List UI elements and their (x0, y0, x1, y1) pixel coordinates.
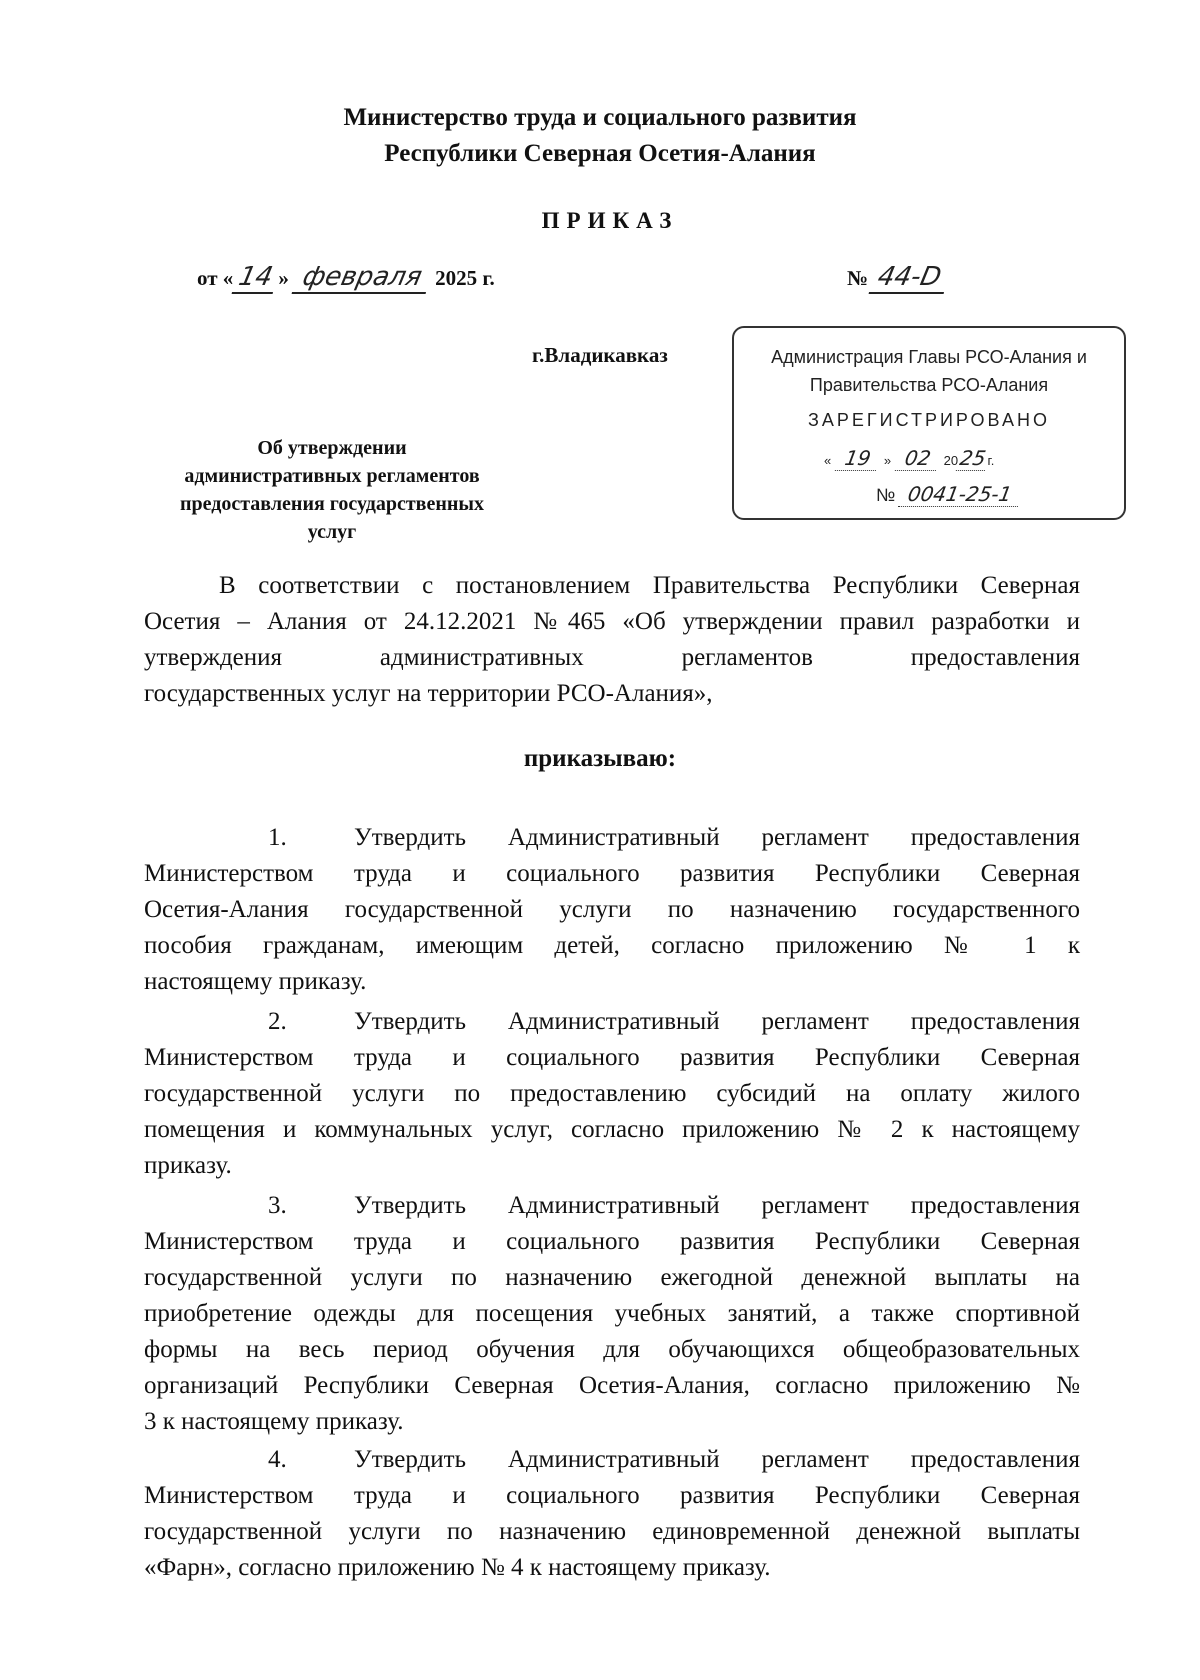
stamp-no-prefix: № (876, 485, 896, 505)
order-item-4 (144, 1442, 1080, 1586)
ministry-header (0, 100, 1200, 172)
date-sep: » (278, 266, 289, 290)
subject-line-2: административных регламентов (184, 465, 480, 487)
document-type-title: ПРИКАЗ (541, 208, 679, 233)
order-date (197, 262, 495, 294)
stamp-day: 19 (835, 446, 881, 471)
date-month-handwritten: февраля (291, 262, 432, 294)
item-number: 2. (268, 1008, 287, 1035)
item-text: Утвердить Административный регламент предоставления (354, 1192, 1080, 1219)
stamp-year-suffix: 25 (956, 446, 990, 471)
stamp-org-line-1: Администрация Главы РСО-Алания и (771, 347, 1087, 367)
date-prefix: от « (197, 266, 234, 290)
item-line (144, 1442, 1080, 1478)
item-line: 3 к настоящему приказу. (144, 1408, 404, 1435)
item-line (144, 1188, 1080, 1224)
order-item-3 (144, 1188, 1080, 1440)
preamble-line: утверждения административных регламентов предоставления (144, 644, 1080, 671)
item-line: помещения и коммунальных услуг, согласно приложению № 2 к настоящему (144, 1116, 1080, 1143)
number-handwritten: 44-D (869, 262, 950, 294)
stamp-month: 02 (894, 446, 940, 471)
stamp-number (876, 482, 1020, 507)
stamp-close-quote: » (883, 453, 892, 468)
item-line (144, 820, 1080, 856)
item-line: настоящему приказу. (144, 968, 367, 995)
item-line: Министерством труда и социального развития Республики Северная (144, 1044, 1080, 1071)
item-line: Министерством труда и социального развития Республики Северная (144, 860, 1080, 887)
preamble-line: Осетия – Алания от 24.12.2021 №465 «Об утверждении правил разработки и (144, 608, 1080, 635)
registration-stamp (732, 326, 1126, 520)
item-line: государственной услуги по назначению единовременной денежной выплаты (144, 1518, 1080, 1545)
subject-line-4: услуг (307, 521, 357, 543)
order-number (847, 262, 947, 294)
item-number: 4. (268, 1446, 287, 1473)
stamp-year-prefix: 20 (943, 453, 959, 468)
item-line: приобретение одежды для посещения учебных занятий, а также спортивной (144, 1300, 1080, 1327)
date-year: 2025 г. (435, 266, 495, 290)
city: г.Владикавказ (532, 343, 668, 367)
item-number: 1. (268, 824, 287, 851)
order-word: приказываю: (523, 745, 677, 772)
ministry-line-2: Республики Северная Осетия-Алания (384, 140, 816, 167)
preamble-line: В соответствии с постановлением Правительства Республики Северная (219, 572, 1080, 599)
item-line: Осетия-Алания государственной услуги по назначению государственного (144, 896, 1080, 923)
date-day-handwritten: 14 (232, 262, 280, 294)
item-text: Утвердить Административный регламент предоставления (354, 824, 1080, 851)
item-text: Утвердить Административный регламент предоставления (354, 1008, 1080, 1035)
item-line (144, 1004, 1080, 1040)
item-line: организаций Республики Северная Осетия-Алания, согласно приложению № (144, 1372, 1080, 1399)
stamp-registered-label: ЗАРЕГИСТРИРОВАНО (808, 410, 1050, 430)
number-prefix: № (847, 266, 869, 290)
order-item-1 (144, 820, 1080, 1000)
order-item-2 (144, 1004, 1080, 1184)
subject-line-1: Об утверждении (257, 437, 407, 459)
stamp-reg-number: 0041-25-1 (898, 482, 1022, 507)
item-line: приказу. (144, 1152, 232, 1179)
subject-line-3: предоставления государственных (179, 493, 485, 515)
stamp-year-end: г. (987, 453, 995, 468)
stamp-date (824, 446, 994, 471)
item-line: «Фарн», согласно приложению № 4 к настоящему приказу. (144, 1554, 771, 1581)
order-subject (135, 434, 529, 546)
item-line: Министерством труда и социального развития Республики Северная (144, 1228, 1080, 1255)
stamp-organization (734, 343, 1124, 399)
preamble-line: государственных услуг на территории РСО-Алания», (144, 680, 713, 707)
preamble (144, 568, 1080, 712)
item-line: пособия гражданам, имеющим детей, согласно приложению № 1 к (144, 932, 1080, 959)
item-line: формы на весь период обучения для обучающихся общеобразовательных (144, 1336, 1080, 1363)
item-text: Утвердить Административный регламент предоставления (354, 1446, 1080, 1473)
stamp-org-line-2: Правительства РСО-Алания (809, 375, 1049, 395)
stamp-open-quote: « (824, 453, 832, 468)
ministry-line-1: Министерство труда и социального развития (343, 104, 857, 131)
item-line: Министерством труда и социального развития Республики Северная (144, 1482, 1080, 1509)
item-number: 3. (268, 1192, 287, 1219)
item-line: государственной услуги по назначению ежегодной денежной выплаты на (144, 1264, 1080, 1291)
item-line: государственной услуги по предоставлению субсидий на оплату жилого (144, 1080, 1080, 1107)
